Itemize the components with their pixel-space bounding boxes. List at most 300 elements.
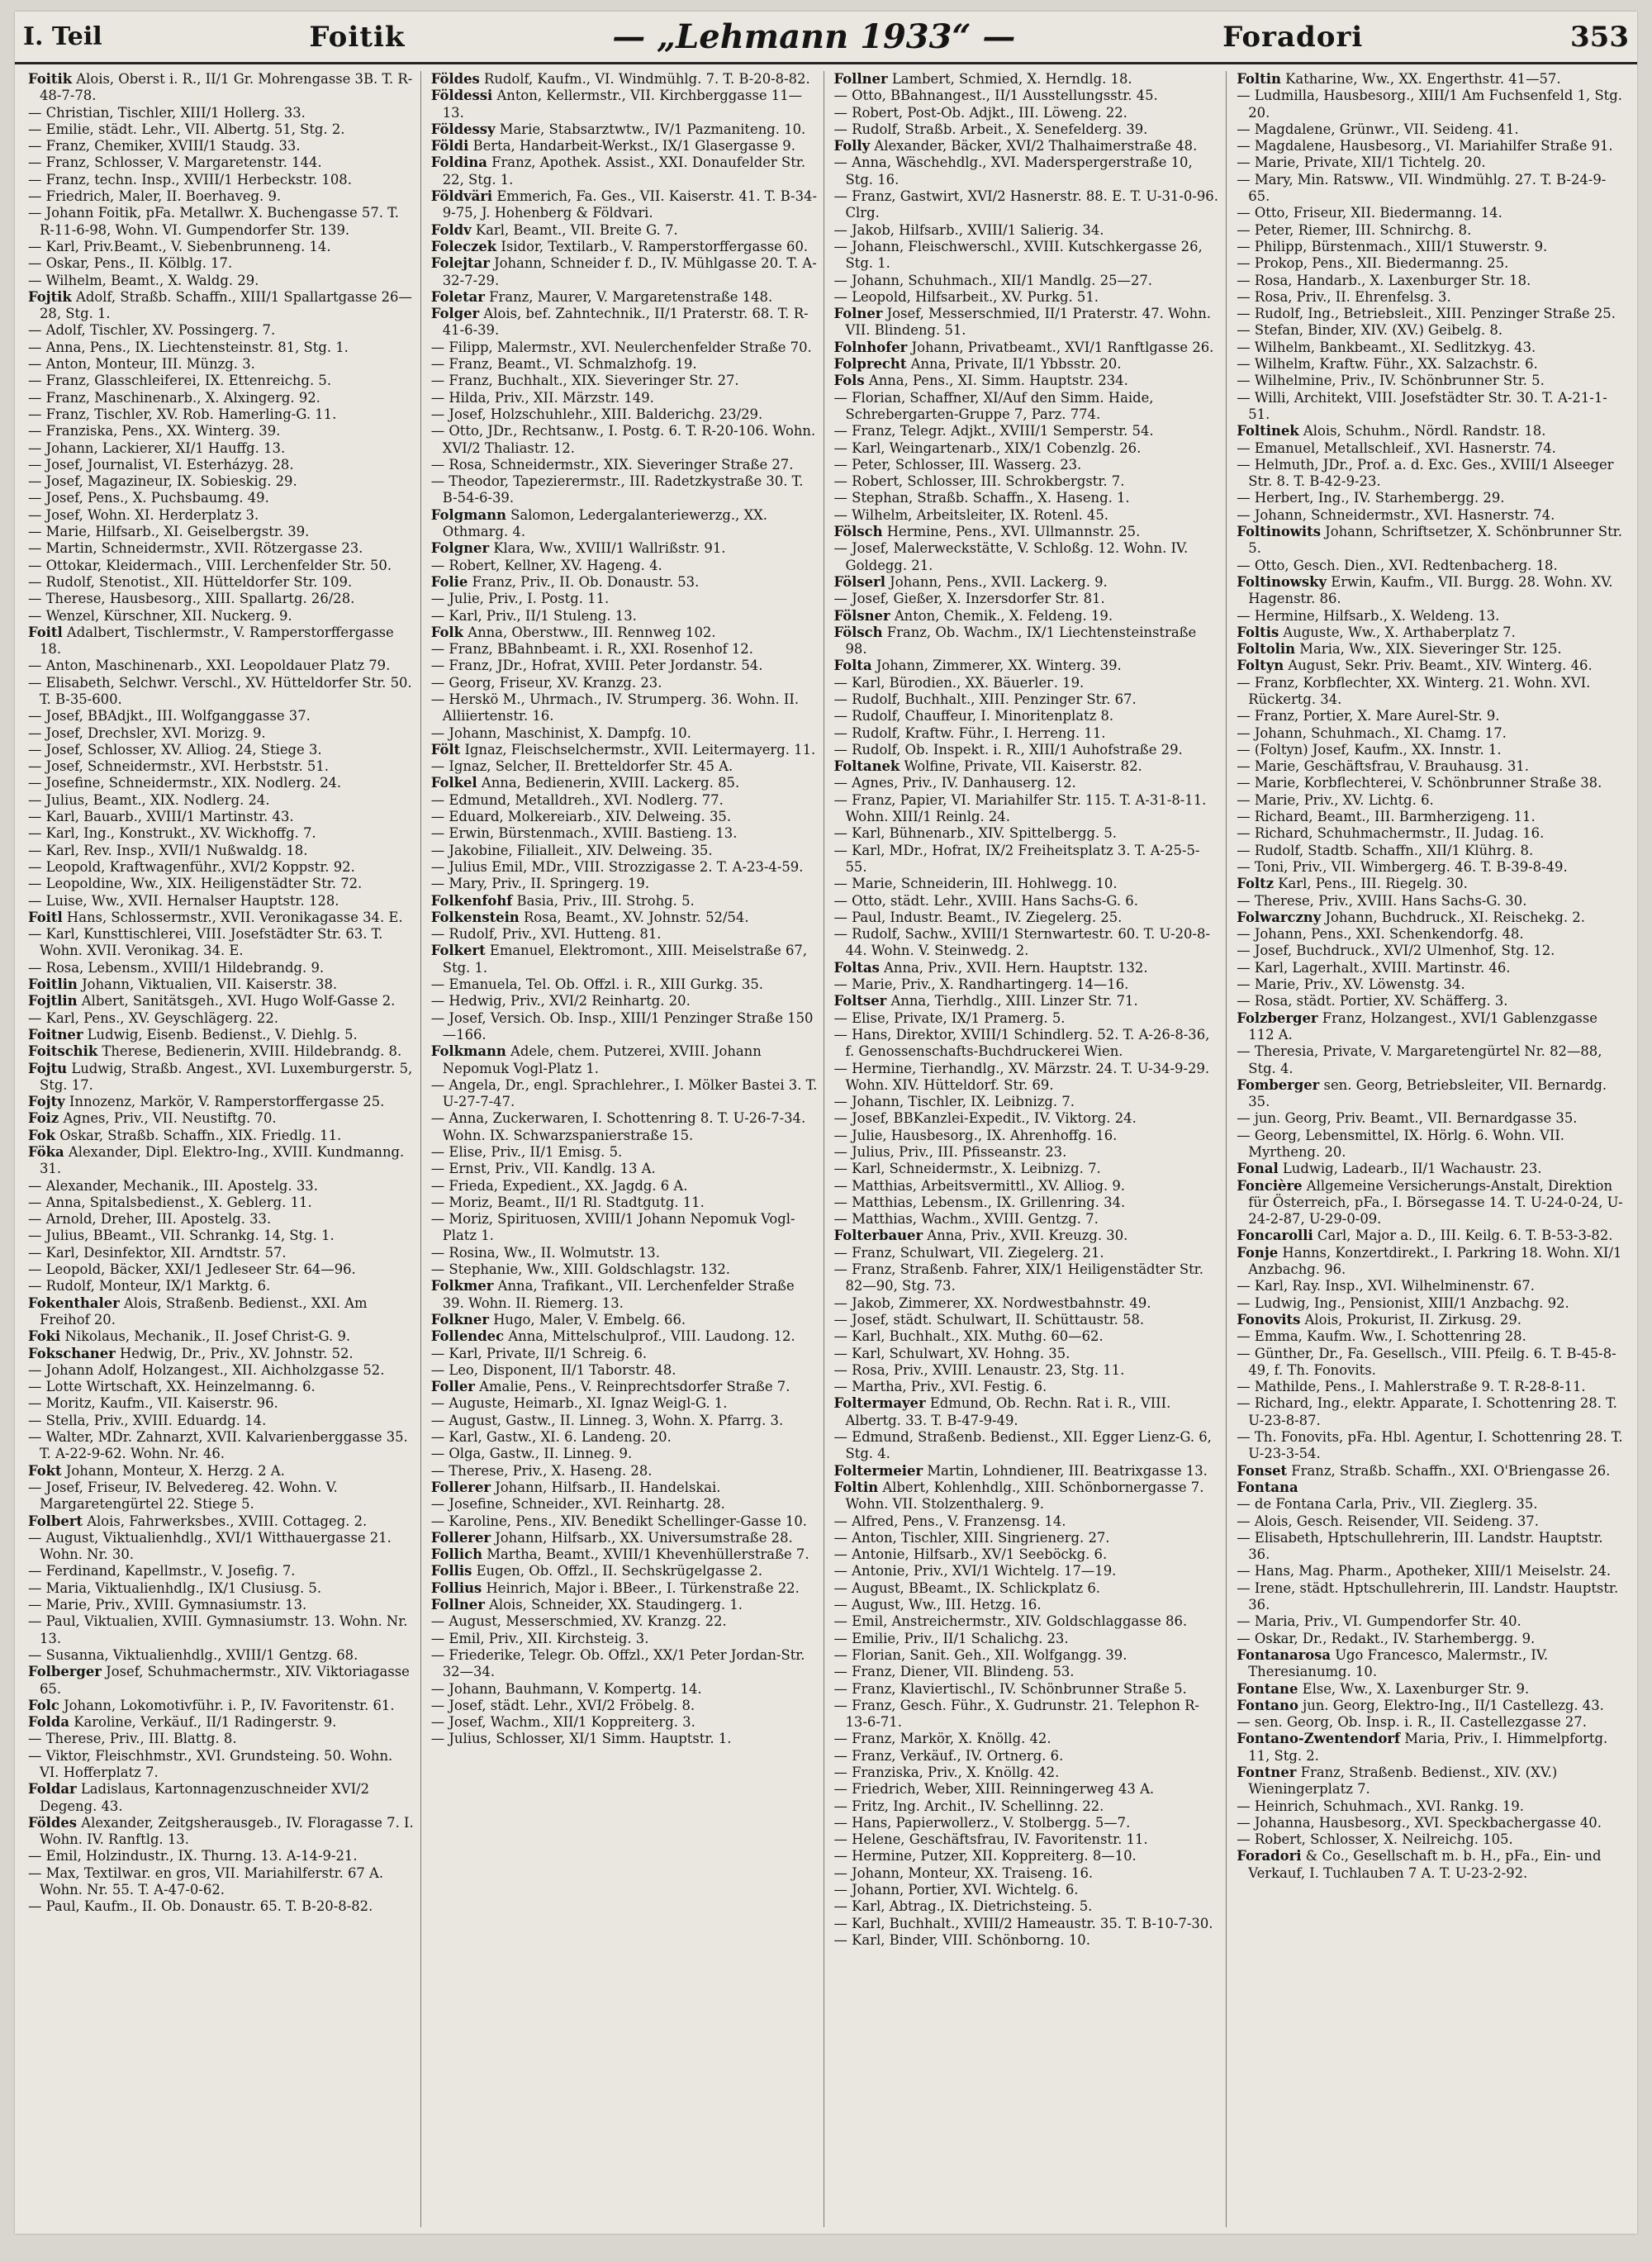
entry-details: — Matthias, Lebensm., IX. Grillenring. 34.: [833, 1194, 1126, 1210]
entry-details: Franz, Maurer, V. Margaretenstraße 148.: [489, 288, 773, 305]
entry-details: — Franz, Gastwirt, XVI/2 Hasnerstr. 88. E. T. U-31-0-96. Clrg.: [833, 188, 1218, 221]
entry-details: — Elise, Priv., II/1 Emisg. 5.: [430, 1144, 623, 1160]
entry-surname: Foncière: [1237, 1177, 1303, 1194]
directory-entry: [28, 1898, 415, 1915]
entry-details: — Johann, Bauhmann, V. Kompertg. 14.: [430, 1680, 702, 1697]
entry-details: — Josef, Schlosser, XV. Alliog. 24, Stiege 3.: [28, 741, 322, 758]
directory-entry: [431, 138, 819, 154]
entry-details: — Johann, Monteur, XX. Traiseng. 16.: [833, 1864, 1094, 1881]
entry-details: — Anna, Spitalsbedienst., X. Geblerg. 11.: [28, 1194, 312, 1210]
entry-details: Agnes, Priv., VII. Neustiftg. 70.: [63, 1110, 277, 1127]
entry-surname: Foltolin: [1237, 641, 1296, 658]
directory-entry: [834, 976, 1222, 993]
directory-entry: [834, 105, 1222, 121]
directory-entry: [28, 1043, 415, 1060]
directory-entry: [28, 725, 415, 742]
entry-details: — Emil, Anstreichermstr., XIV. Goldschlaggasse 86.: [833, 1613, 1188, 1630]
entry-details: Amalie, Pens., V. Reinprechtsdorfer Straße 7.: [479, 1379, 790, 1395]
directory-entry: [1237, 524, 1624, 558]
entry-details: — Marie, Korbflechterei, V. Schönbrunner Straße 38.: [1237, 775, 1602, 791]
entry-details: — Arnold, Dreher, III. Apostelg. 33.: [28, 1211, 272, 1228]
directory-entry: [1237, 1429, 1624, 1463]
entry-details: — Otto, BBahnangest., II/1 Ausstellungsstr. 45.: [833, 88, 1158, 104]
directory-entry: [431, 71, 819, 88]
directory-entry: [28, 205, 415, 239]
entry-details: Rosa, Beamt., XV. Johnstr. 52/54.: [523, 909, 749, 925]
entry-details: — Alfred, Pens., V. Franzensg. 14.: [833, 1513, 1066, 1529]
directory-entry: [431, 1530, 819, 1546]
directory-entry: [431, 658, 819, 674]
entry-details: — Franziska, Priv., X. Knöllg. 42.: [833, 1764, 1060, 1780]
entry-details: — Franz, Papier, VI. Mariahilfer Str. 115. T. A-31-8-11. Wohn. XIII/1 Reinlg. 24.: [833, 791, 1207, 825]
directory-entry: [834, 138, 1222, 154]
directory-entry: [1237, 1530, 1624, 1564]
entry-details: — August, BBeamt., IX. Schlickplatz 6.: [833, 1579, 1100, 1596]
entry-details: — Anna, Pens., IX. Liechtensteinstr. 81, Stg. 1.: [28, 339, 349, 355]
entry-details: — Florian, Sanit. Geh., XII. Wolfgangg. 39.: [833, 1646, 1127, 1663]
entry-surname: Folgner: [430, 540, 490, 557]
directory-entry: [834, 507, 1222, 524]
directory-entry: [431, 725, 819, 742]
entry-surname: Folger: [430, 306, 480, 322]
entry-details: — Franz, Korbflechter, XX. Winterg. 21. Wohn. XVI. Rückertg. 34.: [1237, 674, 1591, 707]
entry-details: Emmerich, Fa. Ges., VII. Kaiserstr. 41. T. B-34-9-75, J. Hohenberg & Földvari.: [442, 188, 817, 221]
entry-details: — Marie, Geschäftsfrau, V. Brauhausg. 31.: [1237, 758, 1529, 775]
directory-entry: [834, 1597, 1222, 1613]
directory-entry: [834, 1328, 1222, 1345]
entry-details: — Johann, Lackierer, XI/1 Hauffg. 13.: [28, 439, 286, 456]
entry-surname: Foncarolli: [1237, 1228, 1313, 1244]
entry-surname: Follius: [430, 1579, 482, 1596]
directory-entry: [1237, 121, 1624, 138]
directory-entry: [28, 1664, 415, 1698]
entry-details: — Mary, Priv., II. Springerg. 19.: [430, 876, 650, 892]
entry-details: Ignaz, Fleischselchermstr., XVII. Leitermayerg. 11.: [464, 741, 816, 758]
directory-entry: [834, 1731, 1222, 1747]
entry-details: Basia, Priv., III. Strohg. 5.: [516, 892, 695, 909]
directory-entry: [1237, 490, 1624, 506]
entry-details: — Marie, Priv., X. Randhartingerg. 14—16.: [833, 976, 1129, 993]
directory-entry: [1237, 239, 1624, 255]
entry-details: — Josef, städt. Schulwart, II. Schüttaustr. 58.: [833, 1311, 1145, 1328]
entry-details: — (Foltyn) Josef, Kaufm., XX. Innstr. 1.: [1237, 741, 1502, 758]
directory-entry: [431, 1580, 819, 1597]
directory-entry: [1237, 1379, 1624, 1395]
entry-details: Hedwig, Dr., Priv., XV. Johnstr. 52.: [119, 1345, 354, 1361]
directory-entry: [834, 625, 1222, 658]
directory-entry: [1237, 306, 1624, 322]
directory-entry: [28, 591, 415, 607]
entry-details: — Stefan, Binder, XIV. (XV.) Geibelg. 8.: [1237, 322, 1503, 339]
entry-details: — Josef, Schneidermstr., XVI. Herbststr. 51.: [28, 758, 329, 775]
entry-surname: Foldar: [28, 1781, 77, 1798]
directory-entry: [1237, 1731, 1624, 1765]
entry-details: Johann, Pens., XVII. Lackerg. 9.: [890, 573, 1108, 590]
directory-entry: [28, 1597, 415, 1613]
entry-details: — Julius Emil, MDr., VIII. Strozzigasse 2. T. A-23-4-59.: [430, 858, 804, 875]
entry-details: — Ernst, Priv., VII. Kandlg. 13 A.: [430, 1161, 656, 1177]
directory-entry: [834, 675, 1222, 691]
entry-details: — Jakob, Zimmerer, XX. Nordwestbahnstr. 49.: [833, 1294, 1151, 1311]
entry-details: Alois, bef. Zahntechnik., II/1 Praterstr. 68. T. R-41-6-39.: [442, 306, 809, 339]
entry-details: — Johann, Maschinist, X. Dampfg. 10.: [430, 724, 691, 741]
entry-details: — Martha, Priv., XVI. Festig. 6.: [833, 1379, 1047, 1395]
entry-details: — Günther, Dr., Fa. Gesellsch., VIII. Pfeilg. 6. T. B-45-8-49, f. Th. Fonovits.: [1237, 1345, 1616, 1378]
entry-surname: Foller: [430, 1379, 475, 1395]
entry-details: — Franziska, Pens., XX. Winterg. 39.: [28, 423, 281, 439]
directory-entry: [1237, 1513, 1624, 1530]
directory-entry: [1237, 792, 1624, 809]
entry-details: Emanuel, Elektromont., XIII. Meiselstraße 67, Stg. 1.: [442, 943, 808, 976]
entry-details: — Heinrich, Schuhmach., XVI. Rankg. 19.: [1237, 1798, 1524, 1814]
directory-entry: [834, 1882, 1222, 1898]
entry-surname: Fölserl: [833, 573, 885, 590]
entry-details: — Adolf, Tischler, XV. Possingerg. 7.: [28, 322, 276, 339]
directory-entry: [431, 1429, 819, 1446]
directory-entry: [1237, 775, 1624, 791]
entry-details: Martha, Beamt., XVIII/1 Khevenhüllerstraße 7.: [487, 1546, 809, 1563]
entry-surname: Fonovits: [1237, 1311, 1301, 1328]
entry-details: — Alexander, Mechanik., III. Apostelg. 33.: [28, 1177, 318, 1194]
entry-details: — sen. Georg, Ob. Insp. i. R., II. Castellezgasse 27.: [1237, 1714, 1587, 1731]
entry-details: — Auguste, Heimarb., XI. Ignaz Weigl-G. 1.: [430, 1395, 728, 1412]
entry-details: — Moritz, Kaufm., VII. Kaiserstr. 96.: [28, 1395, 278, 1412]
entry-details: August, Sekr. Priv. Beamt., XIV. Winterg. 46.: [1288, 658, 1593, 674]
directory-entry: [834, 356, 1222, 373]
directory-entry: [28, 154, 415, 171]
directory-entry: [431, 1161, 819, 1177]
entry-details: — Magdalene, Hausbesorg., VI. Mariahilfer Straße 91.: [1237, 138, 1613, 154]
entry-details: — Paul, Viktualien, XVIII. Gymnasiumstr. 13. Wohn. Nr. 13.: [28, 1613, 408, 1646]
directory-entry: [1237, 273, 1624, 289]
directory-entry: [834, 222, 1222, 239]
entry-details: — Franz, Straßenb. Fahrer, XIX/1 Heiligenstädter Str. 82—90, Stg. 73.: [833, 1261, 1203, 1294]
directory-entry: [28, 960, 415, 976]
entry-surname: Foletar: [430, 288, 485, 305]
entry-details: — Anna, Wäschehdlg., XVI. Maderspergerstraße 10, Stg. 16.: [833, 154, 1193, 188]
entry-details: Isidor, Textilarb., V. Ramperstorffergasse 60.: [501, 238, 809, 254]
directory-entry: [28, 138, 415, 154]
entry-details: — Walter, MDr. Zahnarzt, XVII. Kalvarienberggasse 35. T. A-22-9-62. Wohn. Nr. 46.: [28, 1429, 408, 1462]
entry-details: Hans, Schlossermstr., XVII. Veronikagasse 34. E.: [66, 909, 403, 925]
entry-details: — Friederike, Telegr. Ob. Offzl., XX/1 Peter Jordan-Str. 32—34.: [430, 1646, 805, 1680]
directory-entry: [834, 1228, 1222, 1244]
entry-details: — Robert, Kellner, XV. Hageng. 4.: [430, 557, 662, 573]
entry-details: — Richard, Beamt., III. Barmherzigeng. 11.: [1237, 809, 1536, 825]
directory-entry: [431, 809, 819, 825]
entry-details: — Jakobine, Filialleit., XIV. Delweing. 35.: [430, 842, 713, 858]
directory-entry: [834, 843, 1222, 876]
entry-details: Johann, Schneider f. D., IV. Mühlgasse 20. T. A-32-7-29.: [442, 255, 817, 288]
directory-entry: [431, 758, 819, 775]
entry-details: — Rudolf, Ob. Inspekt. i. R., XIII/1 Auhofstraße 29.: [833, 741, 1183, 758]
entry-surname: Földes: [28, 1814, 78, 1831]
directory-entry: [834, 910, 1222, 926]
entry-details: Anna, Priv., XVII. Kreuzg. 30.: [927, 1228, 1128, 1244]
directory-entry: [1237, 1395, 1624, 1429]
entry-details: Hermine, Pens., XVI. Ullmannstr. 25.: [886, 524, 1141, 540]
directory-entry: [834, 1865, 1222, 1882]
directory-entry: [431, 859, 819, 876]
directory-entry: [28, 1027, 415, 1043]
directory-entry: [1237, 1245, 1624, 1279]
directory-entry: [1237, 843, 1624, 859]
entry-details: — Karl, Binder, VIII. Schönborng. 10.: [833, 1931, 1090, 1948]
entry-details: Alexander, Bäcker, XVI/2 Thalhaimerstraße 48.: [874, 138, 1198, 154]
entry-details: — Johann, Fleischwerschl., XVIII. Kutschkergasse 26, Stg. 1.: [833, 238, 1203, 272]
directory-entry: [834, 1815, 1222, 1831]
entry-details: — Julius, Schlosser, XI/1 Simm. Hauptstr. 1.: [430, 1731, 732, 1747]
entry-surname: Fölt: [430, 741, 461, 758]
entry-surname: Foitner: [28, 1026, 83, 1043]
entry-surname: Foltas: [833, 959, 880, 976]
entry-surname: Foltz: [1237, 876, 1275, 892]
directory-entry: [431, 1731, 819, 1747]
directory-entry: [28, 105, 415, 121]
directory-entry: [28, 708, 415, 724]
entry-details: — August, Ww., III. Hetzg. 16.: [833, 1597, 1042, 1613]
entry-surname: Foltinowsky: [1237, 573, 1327, 590]
entry-details: Anna, Private, II/1 Ybbsstr. 20.: [910, 356, 1122, 373]
entry-details: — Josef, Journalist, VI. Esterházyg. 28.: [28, 456, 294, 473]
directory-entry: [431, 825, 819, 842]
entry-details: — Karl, Buchhalt., XIX. Muthg. 60—62.: [833, 1328, 1104, 1345]
directory-entry: [1237, 373, 1624, 389]
entry-details: Anna, Mittelschulprof., VIII. Laudong. 12.: [508, 1328, 795, 1345]
entry-surname: Folgmann: [430, 506, 506, 523]
entry-details: — Wilhelm, Beamt., X. Waldg. 29.: [28, 272, 259, 288]
entry-surname: Folberger: [28, 1664, 102, 1680]
directory-entry: [834, 71, 1222, 88]
entry-surname: Foltin: [833, 1479, 879, 1495]
entry-surname: Folie: [430, 573, 468, 590]
entry-details: — Herskö M., Uhrmach., IV. Strumperg. 36. Wohn. II. Alliiertenstr. 16.: [430, 691, 800, 724]
directory-entry: [834, 742, 1222, 758]
entry-details: Wolfine, Private, VII. Kaiserstr. 82.: [904, 758, 1142, 775]
directory-entry: [834, 390, 1222, 424]
entry-details: — Friedrich, Weber, XIII. Reinningerweg 43 A.: [833, 1781, 1155, 1798]
entry-details: Alois, Oberst i. R., II/1 Gr. Mohrengasse 3B. T. R-48-7-78.: [40, 71, 413, 104]
directory-entry: [431, 876, 819, 892]
directory-entry: [28, 1429, 415, 1463]
entry-details: Therese, Bedienerin, XVIII. Hildebrandg. 8.: [102, 1043, 402, 1060]
directory-entry: [1237, 926, 1624, 943]
entry-details: — Helmuth, JDr., Prof. a. d. Exc. Ges., XVIII/1 Alseeger Str. 8. T. B-42-9-23.: [1237, 456, 1614, 490]
entry-surname: Folk: [430, 624, 464, 640]
directory-entry: [1237, 742, 1624, 758]
directory-entry: [834, 1128, 1222, 1144]
directory-entry: [431, 1379, 819, 1395]
entry-details: Maria, Ww., XIX. Sieveringer Str. 125.: [1299, 641, 1562, 658]
entry-details: Johann, Privatbeamt., XVI/1 Ranftlgasse 26.: [911, 339, 1214, 355]
directory-entry: [431, 1446, 819, 1462]
entry-details: — Karl, Ray. Insp., XVI. Wilhelminenstr. 67.: [1237, 1278, 1535, 1294]
entry-surname: Fölsch: [833, 624, 883, 640]
entry-details: — Johann, Schuhmach., XI. Chamg. 17.: [1237, 724, 1507, 741]
directory-entry: [1237, 340, 1624, 356]
entry-surname: Folwarczny: [1237, 909, 1322, 925]
entry-surname: Foitlin: [28, 976, 78, 993]
entry-surname: Foltinek: [1237, 423, 1299, 439]
directory-entry: [431, 340, 819, 356]
directory-entry: [431, 289, 819, 306]
entry-details: — Elisabeth, Selchwr. Verschl., XV. Hütteldorfer Str. 50. T. B-35-600.: [28, 674, 412, 707]
directory-entry: [28, 507, 415, 524]
entry-details: — Johann Adolf, Holzangest., XII. Aichholzgasse 52.: [28, 1361, 385, 1378]
entry-details: Albert, Kohlenhdlg., XIII. Schönbornergasse 7. Wohn. VII. Stolzenthalerg. 9.: [845, 1479, 1204, 1513]
entry-details: — Theresia, Private, V. Margaretengürtel Nr. 82—88, Stg. 4.: [1237, 1043, 1602, 1076]
entry-details: — Johann Foitik, pFa. Metallwr. X. Buchengasse 57. T. R-11-6-98, Wohn. VI. Gumpendorfer Str. 139.: [28, 205, 399, 238]
directory-entry: [834, 758, 1222, 775]
directory-entry: [28, 1781, 415, 1815]
entry-details: Nikolaus, Mechanik., II. Josef Christ-G. 9.: [64, 1328, 351, 1345]
directory-entry: [28, 926, 415, 960]
entry-details: — Emil, Holzindustr., IX. Thurng. 13. A-14-9-21.: [28, 1848, 358, 1864]
directory-entry: [834, 725, 1222, 742]
entry-details: Franz, Straßenb. Bedienst., XIV. (XV.) Wieningerplatz 7.: [1248, 1764, 1558, 1798]
directory-entry: [834, 1765, 1222, 1781]
directory-entry: [431, 1077, 819, 1111]
directory-entry: [1237, 608, 1624, 625]
directory-entry: [834, 960, 1222, 976]
directory-entry: [28, 390, 415, 406]
directory-entry: [834, 1295, 1222, 1312]
directory-entry: [28, 1178, 415, 1195]
entry-surname: Foldv: [430, 221, 472, 238]
entry-surname: Földi: [430, 138, 469, 154]
column-2: [426, 71, 824, 2227]
entry-surname: Foltanek: [833, 758, 900, 775]
entry-details: Karl, Beamt., VII. Breite G. 7.: [475, 221, 678, 238]
directory-entry: [28, 1128, 415, 1144]
directory-entry: [431, 775, 819, 791]
entry-details: — Emanuela, Tel. Ob. Offzl. i. R., XIII Gurkg. 35.: [430, 976, 763, 993]
directory-entry: [834, 1546, 1222, 1563]
entry-surname: Foitik: [28, 71, 73, 87]
entry-surname: Follerer: [430, 1529, 491, 1546]
directory-entry: [28, 172, 415, 188]
entry-details: — Karl, Kunsttischlerei, VIII. Josefstädter Str. 63. T. Wohn. XVII. Veronikag. 34. E.: [28, 926, 383, 959]
entry-details: — Hermine, Tierhandlg., XV. Märzstr. 24. T. U-34-9-29. Wohn. XIV. Hütteldorf. Str. 69.: [833, 1060, 1210, 1093]
entry-details: Carl, Major a. D., III. Keilg. 6. T. B-53-3-82.: [1317, 1228, 1613, 1244]
directory-entry: [431, 1144, 819, 1161]
entry-details: Alexander, Dipl. Elektro-Ing., XVIII. Kundmanng. 31.: [40, 1144, 405, 1177]
directory-entry: [431, 1043, 819, 1077]
entry-details: — Elise, Private, IX/1 Pramerg. 5.: [833, 1009, 1066, 1026]
directory-entry: [431, 1328, 819, 1345]
directory-entry: [431, 540, 819, 557]
directory-entry: [431, 1631, 819, 1647]
directory-entry: [1237, 172, 1624, 206]
directory-entry: [834, 1178, 1222, 1195]
directory-entry: [1237, 658, 1624, 674]
directory-entry: [1237, 675, 1624, 709]
directory-entry: [1237, 289, 1624, 306]
directory-entry: [834, 1211, 1222, 1228]
directory-entry: [28, 1110, 415, 1127]
entry-details: — Filipp, Malermstr., XVI. Neulerchenfelder Straße 70.: [430, 339, 812, 355]
directory-entry: [1237, 893, 1624, 910]
entry-surname: Folner: [833, 306, 883, 322]
entry-surname: Fokt: [28, 1462, 62, 1479]
entry-surname: Földessi: [430, 88, 493, 104]
entry-details: — Olga, Gastw., II. Linneg. 9.: [430, 1446, 633, 1462]
directory-entry: [1237, 1714, 1624, 1731]
entry-details: — Edmund, Metalldreh., XVI. Nodlerg. 77.: [430, 791, 724, 808]
entry-details: — Elisabeth, Hptschullehrerin, III. Landstr. Hauptstr. 36.: [1237, 1529, 1603, 1563]
entry-surname: Fojtlin: [28, 993, 78, 1009]
directory-entry: [834, 490, 1222, 506]
directory-entry: [28, 608, 415, 625]
column-4: [1232, 71, 1629, 2227]
directory-entry: [431, 574, 819, 591]
entry-surname: Foldina: [430, 154, 487, 171]
directory-entry: [431, 910, 819, 926]
directory-entry: [1237, 825, 1624, 842]
directory-entry: [1237, 1312, 1624, 1328]
entry-details: — Wilhelmine, Priv., IV. Schönbrunner Str. 5.: [1237, 373, 1545, 389]
directory-entry: [431, 591, 819, 607]
entry-details: — Julie, Priv., I. Postg. 11.: [430, 591, 610, 607]
directory-entry: [834, 1027, 1222, 1061]
entry-details: — Hilda, Priv., XII. Märzstr. 149.: [430, 389, 654, 406]
entry-surname: Folkert: [430, 943, 486, 959]
directory-entry: [431, 406, 819, 423]
entry-details: — Stella, Priv., XVIII. Eduardg. 14.: [28, 1412, 267, 1428]
column-3: [829, 71, 1227, 2227]
entry-surname: Földväri: [430, 188, 493, 205]
directory-entry: [431, 742, 819, 758]
entry-details: — Josef, Magazineur, IX. Sobieskig. 29.: [28, 473, 297, 490]
entry-details: Maria, Priv., I. Himmelpfortg. 11, Stg. 2.: [1248, 1731, 1608, 1764]
directory-entry: [431, 792, 819, 809]
directory-entry: [28, 1714, 415, 1731]
entry-details: Ludwig, Straßb. Angest., XVI. Luxemburgerstr. 5, Stg. 17.: [40, 1060, 413, 1093]
entry-details: — Georg, Lebensmittel, IX. Hörlg. 6. Wohn. VII. Myrtheng. 20.: [1237, 1127, 1565, 1160]
directory-entry: [1237, 322, 1624, 339]
entry-details: — Prokop, Pens., XII. Biedermanng. 25.: [1237, 255, 1509, 272]
directory-entry: [1237, 1278, 1624, 1294]
entry-details: — Magdalene, Grünwr., VII. Seideng. 41.: [1237, 121, 1519, 137]
entry-details: — Franz, Gesch. Führ., X. Gudrunstr. 21. Telephon R-13-6-71.: [833, 1697, 1199, 1731]
directory-entry: [431, 1413, 819, 1429]
entry-details: — Oskar, Dr., Redakt., IV. Starhembergg. 9.: [1237, 1630, 1536, 1646]
directory-entry: [431, 1261, 819, 1278]
entry-surname: Foltermeier: [833, 1462, 923, 1479]
entry-details: Alexander, Zeitgsherausgeb., IV. Floragasse 7. I. Wohn. IV. Ranftlg. 13.: [40, 1814, 414, 1848]
entry-details: Klara, Ww., XVIII/1 Wallrißstr. 91.: [493, 540, 726, 557]
directory-entry: [834, 775, 1222, 791]
entry-details: — Josef, Gießer, X. Inzersdorfer Str. 81.: [833, 591, 1105, 607]
directory-entry: [834, 1781, 1222, 1798]
directory-entry: [431, 457, 819, 473]
directory-entry: [431, 1714, 819, 1731]
directory-entry: [834, 306, 1222, 340]
directory-entry: [28, 121, 415, 138]
directory-entry: [431, 1563, 819, 1579]
entry-details: — Emil, Priv., XII. Kirchsteig. 3.: [430, 1630, 649, 1646]
entry-details: Hugo, Maler, V. Embelg. 66.: [493, 1311, 686, 1328]
directory-entry: [834, 1631, 1222, 1647]
entry-details: — Karl, Private, II/1 Schreig. 6.: [430, 1345, 648, 1361]
entry-details: Alois, Fahrwerksbes., XVIII. Cottageg. 2.: [87, 1513, 368, 1529]
entry-details: — Anton, Monteur, III. Münzg. 3.: [28, 356, 255, 373]
entry-surname: Fols: [833, 373, 865, 389]
directory-entry: [28, 1698, 415, 1714]
entry-details: — Anton, Maschinenarb., XXI. Leopoldauer Platz 79.: [28, 658, 391, 674]
directory-entry: [1237, 910, 1624, 926]
entry-details: — Maria, Viktualienhdlg., IX/1 Clusiusg. 5.: [28, 1579, 322, 1596]
